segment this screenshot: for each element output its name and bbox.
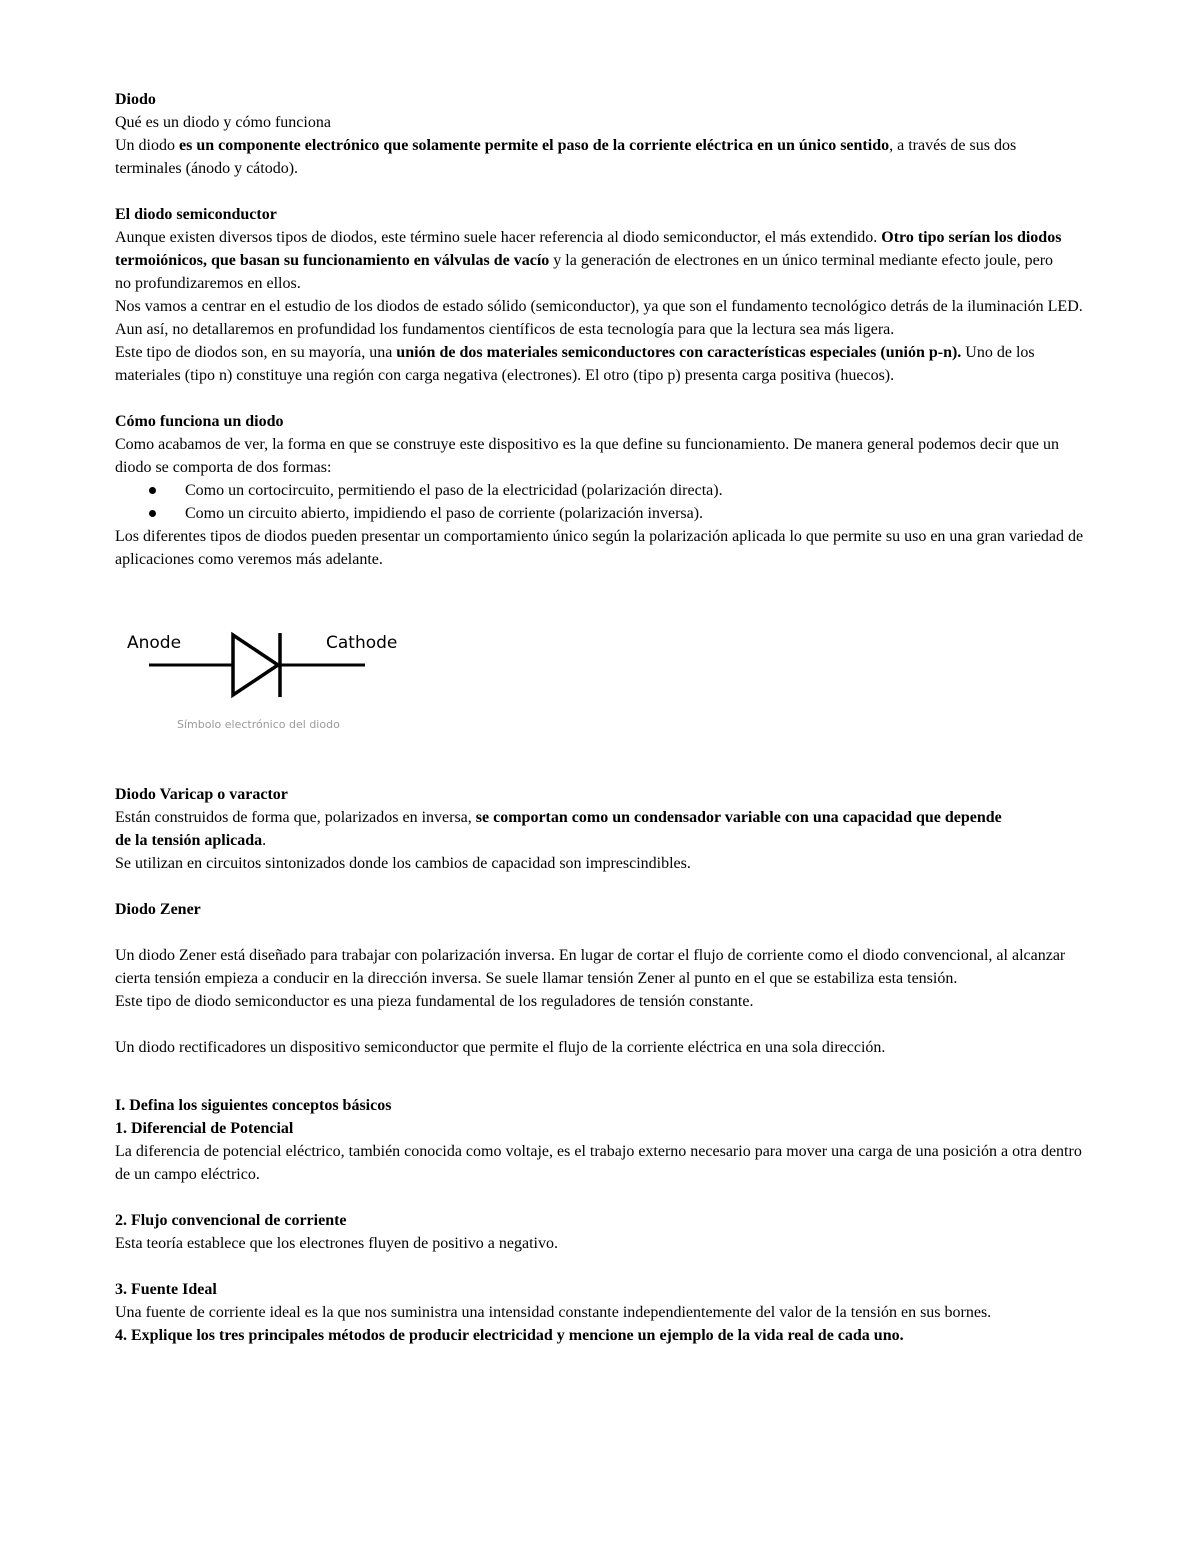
paragraph-zener: Un diodo Zener está diseñado para trabajar con polarización inversa. En lugar de cortar el flujo de corriente como el diodo convencional, al alcanzar cierta tensión empieza a conducir en la dirección inversa. Se suele llamar tensión Zener al punto en el que se estabiliza esta tensión.	[115, 947, 1066, 987]
question-3-title: 3. Fuente Ideal	[115, 1281, 217, 1298]
diode-symbol-figure	[125, 605, 425, 735]
paragraph-polarizacion: Los diferentes tipos de diodos pueden presentar un comportamiento único según la polarización aplicada lo que permite su uso en una gran variedad de aplicaciones como veremos más adelante.	[115, 528, 1084, 568]
question-2-title: 2. Flujo convencional de corriente	[115, 1212, 347, 1229]
paragraph-definicion: Un diodo es un componente electrónico que solamente permite el paso de la corriente eléctrica en un único sentido, a través de sus dos terminales (ánodo y cátodo).	[115, 137, 1017, 177]
paragraph-estado-solido: Nos vamos a centrar en el estudio de los diodos de estado sólido (semiconductor), ya que son el fundamento tecnológico detrás de la iluminación LED. Aun así, no detallaremos en profundidad los fundamentos científicos de esta tecnología para que la lectura sea más ligera.	[115, 298, 1083, 338]
paragraph-reguladores: Este tipo de diodo semiconductor es una pieza fundamental de los reguladores de tensión constante.	[115, 993, 754, 1010]
question-1-title: 1. Diferencial de Potencial	[115, 1120, 294, 1137]
list-item: Como un circuito abierto, impidiendo el paso de corriente (polarización inversa).	[185, 502, 1085, 525]
question-2-text: Esta teoría establece que los electrones fluyen de positivo a negativo.	[115, 1235, 558, 1252]
paragraph-union-pn: Este tipo de diodos son, en su mayoría, una unión de dos materiales semiconductores con características especiales (unión p-n). Uno de los materiales (tipo n) constituye una región con carga negativa (electrones). El otro (tipo p) presenta carga positiva (huecos).	[115, 344, 1035, 384]
diode-symbol-icon	[125, 605, 425, 735]
figure-caption: Símbolo electrónico del diodo	[177, 718, 340, 731]
paragraph-funcionamiento: Como acabamos de ver, la forma en que se construye este dispositivo es la que define su funcionamiento. De manera general podemos decir que un diodo se comporta de dos formas:	[115, 436, 1059, 476]
cathode-label: Cathode	[326, 633, 398, 653]
paragraph-sintonizados: Se utilizan en circuitos sintonizados donde los cambios de capacidad son imprescindibles.	[115, 855, 691, 872]
heading-conceptos: I. Defina los siguientes conceptos básicos	[115, 1097, 392, 1114]
list-item: Como un cortocircuito, permitiendo el paso de la electricidad (polarización directa).	[185, 479, 1085, 502]
heading-varicap: Diodo Varicap o varactor	[115, 786, 288, 803]
subheading-que-es: Qué es un diodo y cómo funciona	[115, 114, 331, 131]
heading-diodo: Diodo	[115, 91, 156, 108]
heading-como-funciona: Cómo funciona un diodo	[115, 413, 284, 430]
question-1-text: La diferencia de potencial eléctrico, también conocida como voltaje, es el trabajo externo necesario para mover una carga de una posición a otra dentro de un campo eléctrico.	[115, 1143, 1082, 1183]
paragraph-tipos: Aunque existen diversos tipos de diodos, este término suele hacer referencia al diodo semiconductor, el más extendido. Otro tipo serían los diodos termoiónicos, que basan su funcionamiento en válvulas de vacío y la generación de electrones en un único terminal mediante efecto joule, pero no profundizaremos en ellos.	[115, 229, 1062, 292]
paragraph-rectificador: Un diodo rectificadores un dispositivo semiconductor que permite el flujo de la corriente eléctrica en una sola dirección.	[115, 1039, 886, 1056]
anode-label: Anode	[127, 633, 182, 653]
question-4-title: 4. Explique los tres principales métodos de producir electricidad y mencione un ejemplo de la vida real de cada uno.	[115, 1327, 904, 1344]
heading-diodo-semiconductor: El diodo semiconductor	[115, 206, 277, 223]
question-3-text: Una fuente de corriente ideal es la que nos suministra una intensidad constante independientemente del valor de la tensión en sus bornes.	[115, 1304, 992, 1321]
heading-zener: Diodo Zener	[115, 901, 201, 918]
bullet-list	[115, 479, 1085, 525]
paragraph-varicap: Están construidos de forma que, polarizados en inversa, se comportan como un condensador variable con una capacidad que depende de la tensión aplicada.	[115, 809, 1002, 849]
